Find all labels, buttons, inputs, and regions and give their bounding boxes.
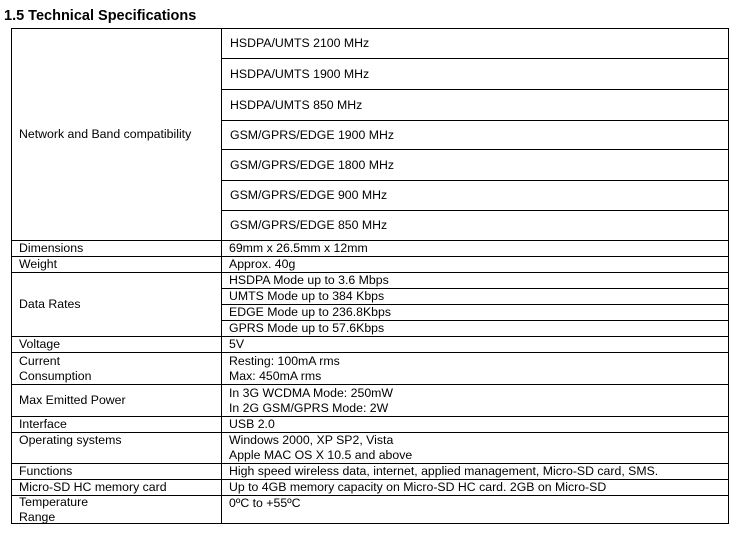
temperature-value: 0ºC to +55ºC: [222, 495, 728, 523]
spec-table: [11, 28, 729, 524]
band-value: HSDPA/UMTS 850 MHz: [230, 97, 363, 112]
temperature-label: Temperature Range: [12, 495, 222, 523]
network-label: Network and Band compatibility: [19, 127, 192, 141]
band-row: [222, 181, 728, 210]
dimensions-label: Dimensions: [12, 240, 222, 256]
band-value: GSM/GPRS/EDGE 1900 MHz: [230, 127, 395, 142]
current-value: Resting: 100mA rms Max: 450mA rms: [222, 352, 728, 384]
dimensions-value: 69mm x 26.5mm x 12mm: [222, 240, 728, 256]
weight-label: Weight: [12, 256, 222, 272]
data-rate-row: EDGE Mode up to 236.8Kbps: [222, 304, 728, 320]
os-label: Operating systems: [12, 432, 222, 463]
functions-label: Functions: [12, 463, 222, 479]
voltage-label: Voltage: [12, 336, 222, 352]
band-value: GSM/GPRS/EDGE 1800 MHz: [230, 157, 395, 172]
weight-value: Approx. 40g: [222, 256, 728, 272]
max-power-label: Max Emitted Power: [12, 384, 222, 416]
band-row: [222, 29, 728, 58]
band-value: GSM/GPRS/EDGE 900 MHz: [230, 188, 388, 202]
section-title: 1.5 Technical Specifications: [4, 8, 197, 24]
functions-value: High speed wireless data, internet, applied management, Micro-SD card, SMS.: [222, 463, 728, 479]
network-label-cell: [12, 29, 222, 240]
os-value: Windows 2000, XP SP2, Vista Apple MAC OS X 10.5 and above: [222, 432, 728, 463]
band-value: HSDPA/UMTS 1900 MHz: [230, 66, 370, 81]
memory-value: Up to 4GB memory capacity on Micro-SD HC card. 2GB on Micro-SD: [222, 479, 728, 495]
max-power-value: In 3G WCDMA Mode: 250mW In 2G GSM/GPRS Mode: 2W: [222, 384, 728, 416]
data-rate-row: UMTS Mode up to 384 Kbps: [222, 288, 728, 304]
band-value: GSM/GPRS/EDGE 850 MHz: [230, 218, 388, 232]
band-row: [222, 90, 728, 120]
band-row: [222, 59, 728, 89]
voltage-value: 5V: [222, 336, 728, 352]
current-label: Current Consumption: [12, 352, 222, 384]
memory-label: Micro-SD HC memory card: [12, 479, 222, 495]
band-row: [222, 150, 728, 180]
data-rate-row: HSDPA Mode up to 3.6 Mbps: [222, 272, 728, 288]
band-value: HSDPA/UMTS 2100 MHz: [230, 36, 370, 50]
data-rate-row: GPRS Mode up to 57.6Kbps: [222, 320, 728, 336]
data-rates-label: Data Rates: [12, 272, 222, 336]
interface-label: Interface: [12, 416, 222, 432]
interface-value: USB 2.0: [222, 416, 728, 432]
band-row: [222, 121, 728, 149]
band-row: [222, 211, 728, 240]
